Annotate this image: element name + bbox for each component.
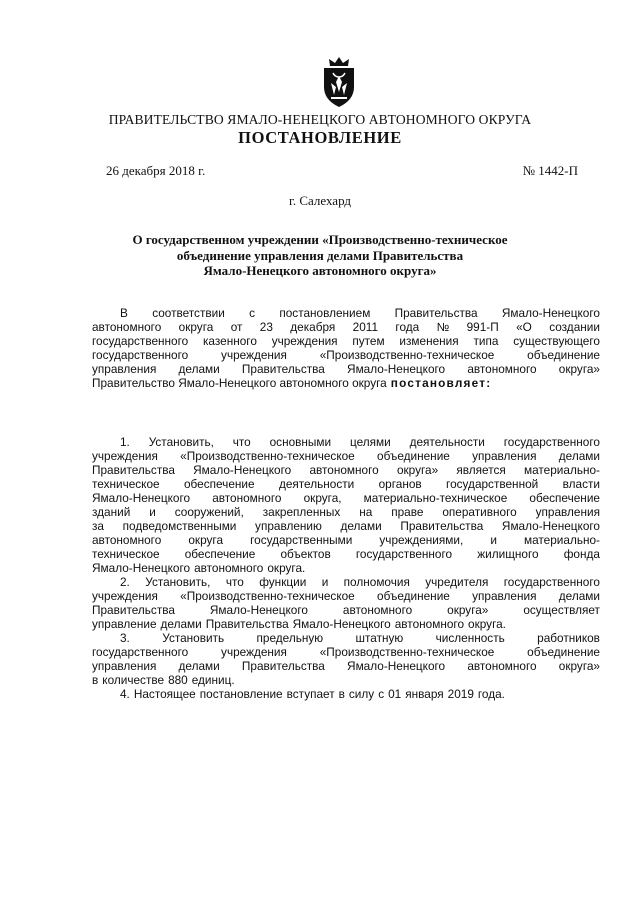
word: Правительства (241, 362, 325, 376)
word: объединение (377, 449, 450, 463)
text-line (92, 463, 600, 477)
word: типа (473, 334, 499, 348)
word: Ямало-Ненецкого (347, 659, 446, 673)
decree-item-4 (92, 687, 600, 701)
word: функции (259, 575, 307, 589)
word: автономного (467, 659, 537, 673)
word: управления (535, 505, 600, 519)
word: года. (477, 687, 505, 701)
word: техническое (92, 547, 160, 561)
word: закрепленных (262, 505, 341, 519)
text-line (92, 561, 600, 575)
word: что (232, 435, 251, 449)
word: округа» (447, 603, 489, 617)
word: количестве (102, 673, 165, 687)
word: «Производственно-техническое (319, 348, 495, 362)
word: «О (516, 320, 532, 334)
text-line (92, 320, 600, 334)
word: 01 (388, 687, 402, 701)
word: численность (435, 631, 505, 645)
word: округа, (303, 491, 342, 505)
word: государственными (250, 533, 353, 547)
text-line (92, 575, 600, 589)
word: Установить, (148, 435, 214, 449)
title-line: О государственном учреждении «Производственно-техническое (132, 232, 508, 247)
word: и (490, 533, 497, 547)
word: делами (160, 617, 202, 631)
word: государственного (503, 575, 600, 589)
decree-item-1 (92, 435, 600, 575)
text-line (92, 645, 600, 659)
word: «Производственно-техническое (180, 589, 355, 603)
text-line (92, 631, 600, 645)
word: постановлением (279, 306, 371, 320)
word: с (249, 306, 256, 320)
word: материально- (524, 533, 600, 547)
document-type-heading: ПОСТАНОВЛЕНИЕ (238, 128, 402, 147)
text-line (92, 491, 600, 505)
word: «Производственно-техническое (319, 645, 495, 659)
word: Ямало-Ненецкого (92, 491, 191, 505)
word: 3. (120, 631, 130, 645)
word: автономного (467, 362, 537, 376)
word: округа (188, 533, 224, 547)
word: учреждения (221, 348, 287, 362)
text-line (92, 477, 600, 491)
document-city: г. Салехард (288, 193, 352, 208)
word: сооружений, (174, 505, 244, 519)
text-line (92, 362, 600, 376)
word: управления (472, 449, 537, 463)
word: оперативного (442, 505, 517, 519)
word: учреждения (221, 645, 287, 659)
government-heading: ПРАВИТЕЛЬСТВО ЯМАЛО-НЕНЕЦКОГО АВТОНОМНОГО ОКРУГА (108, 112, 532, 127)
word: года (395, 320, 420, 334)
word: в (92, 673, 99, 687)
text-line (92, 547, 600, 561)
word: Ямало-Ненецкого (347, 362, 446, 376)
word: Установить, (145, 575, 211, 589)
word: штатную (355, 631, 404, 645)
word: управлению (255, 519, 322, 533)
word: учреждения (271, 334, 338, 348)
word: обеспечение (184, 547, 256, 561)
word: 991-П (466, 320, 499, 334)
document-title (0, 232, 640, 279)
word: материально-техническое (363, 491, 508, 505)
word: автономного (92, 320, 162, 334)
word: в (338, 687, 345, 701)
word: января (405, 687, 444, 701)
word: Установить (162, 631, 225, 645)
word: государственного (92, 334, 189, 348)
word: учреждения (92, 449, 158, 463)
word: силу (348, 687, 375, 701)
document-date: 26 декабря 2018 г. (106, 163, 206, 178)
word: на (359, 505, 373, 519)
word: вступает (286, 687, 335, 701)
word: Ямало-Ненецкого (193, 463, 292, 477)
word: Ямало-Ненецкого (92, 561, 191, 575)
word: фонда (563, 547, 600, 561)
word: Ямало-Ненецкого (292, 617, 391, 631)
word: что (225, 575, 244, 589)
word: зданий (92, 505, 131, 519)
word: целями (349, 435, 391, 449)
preamble-subject: Правительство Ямало-Ненецкого автономного округа (92, 376, 387, 390)
word: полномочия (343, 575, 410, 589)
word: материально- (524, 463, 600, 477)
word: Ямало-Ненецкого (501, 519, 600, 533)
word: «Производственно-техническое (180, 449, 355, 463)
word: учреждениями, (379, 533, 464, 547)
text-line (92, 334, 600, 348)
coat-of-arms-emblem (319, 57, 359, 107)
word: делами (178, 362, 220, 376)
word: округа» (558, 362, 600, 376)
word: государственной (446, 477, 539, 491)
word: 2019 (447, 687, 474, 701)
word: власти (562, 477, 600, 491)
word: единиц. (191, 673, 235, 687)
word: делами (340, 519, 382, 533)
word: объединение (527, 645, 600, 659)
word: органов (378, 477, 422, 491)
word: государственного (503, 435, 600, 449)
word: Правительства (92, 463, 175, 477)
word: постановление (199, 687, 283, 701)
word: автономного (212, 491, 282, 505)
word: округа» (558, 659, 600, 673)
word: создании (549, 320, 600, 334)
word: управления (92, 362, 157, 376)
word: государственного (92, 645, 189, 659)
word: с (378, 687, 385, 701)
word: учредителя (425, 575, 489, 589)
word: делами (558, 449, 600, 463)
word: деятельности (278, 477, 355, 491)
word: существующего (513, 334, 600, 348)
word: автономного (92, 533, 162, 547)
word: автономного (194, 561, 264, 575)
preamble-verb: постановляет: (390, 376, 492, 390)
word: 2011 (352, 320, 379, 334)
word: делами (178, 659, 220, 673)
text-line (92, 673, 600, 687)
text-line (92, 505, 600, 519)
word: и (149, 505, 156, 519)
word: автономного (342, 603, 413, 617)
word: 4. (120, 687, 130, 701)
word: 23 (259, 320, 273, 334)
word: техническое (92, 477, 160, 491)
word: Правительства (394, 306, 478, 320)
word: жилищного (477, 547, 539, 561)
text-line (92, 617, 600, 631)
document-number: № 1442-П (522, 163, 578, 178)
word: работников (537, 631, 600, 645)
word: государственного (92, 348, 189, 362)
word: округа. (468, 617, 506, 631)
word: Правительства (241, 659, 325, 673)
word: декабря (290, 320, 336, 334)
word: 880 (168, 673, 188, 687)
title-line: объединение управления делами Правительства (176, 247, 464, 263)
text-line (92, 519, 600, 533)
word: делами (558, 589, 600, 603)
word: управления (472, 589, 537, 603)
text-line (92, 659, 600, 673)
text-line (92, 603, 600, 617)
word: Ямало-Ненецкого (209, 603, 308, 617)
word: округа» (396, 463, 439, 477)
word: Правительства (400, 519, 484, 533)
word: Правительства (205, 617, 289, 631)
decree-item-2 (92, 575, 600, 631)
word: основными (269, 435, 332, 449)
word: Настоящее (133, 687, 196, 701)
word: учреждения (92, 589, 158, 603)
word: объединение (527, 348, 600, 362)
word: изменения (399, 334, 459, 348)
word: за (92, 519, 104, 533)
word: и (321, 575, 329, 589)
text-line (92, 435, 600, 449)
word: В (120, 306, 128, 320)
decree-item-3 (92, 631, 600, 687)
text-line (92, 449, 600, 463)
word: казенного (203, 334, 257, 348)
word: праве (391, 505, 424, 519)
title-line: Ямало-Ненецкого автономного округа» (203, 263, 437, 278)
word: государственного (355, 547, 453, 561)
word: округа. (267, 561, 306, 575)
word: от (230, 320, 243, 334)
word: автономного (394, 617, 465, 631)
word: является (456, 463, 506, 477)
text-line (92, 376, 600, 390)
word: № (436, 320, 450, 334)
word: управления (92, 659, 157, 673)
word: осуществляет (523, 603, 600, 617)
text-line (92, 533, 600, 547)
word: управление (92, 617, 157, 631)
word: деятельности (409, 435, 485, 449)
word: округа (178, 320, 214, 334)
word: Ямало-Ненецкого (501, 306, 600, 320)
word: предельную (256, 631, 324, 645)
text-line (92, 348, 600, 362)
word: объектов (280, 547, 331, 561)
word: обеспечение (529, 491, 600, 505)
word: подведомственными (122, 519, 237, 533)
word: обеспечение (183, 477, 255, 491)
word: соответствии (152, 306, 225, 320)
word: объединение (377, 589, 450, 603)
text-line (92, 589, 600, 603)
word: Правительства (92, 603, 175, 617)
word: путем (352, 334, 385, 348)
preamble-paragraph (92, 306, 600, 390)
word: автономного (309, 463, 379, 477)
text-line (92, 687, 600, 701)
word: 2. (120, 575, 130, 589)
word: 1. (120, 435, 130, 449)
text-line (92, 306, 600, 320)
